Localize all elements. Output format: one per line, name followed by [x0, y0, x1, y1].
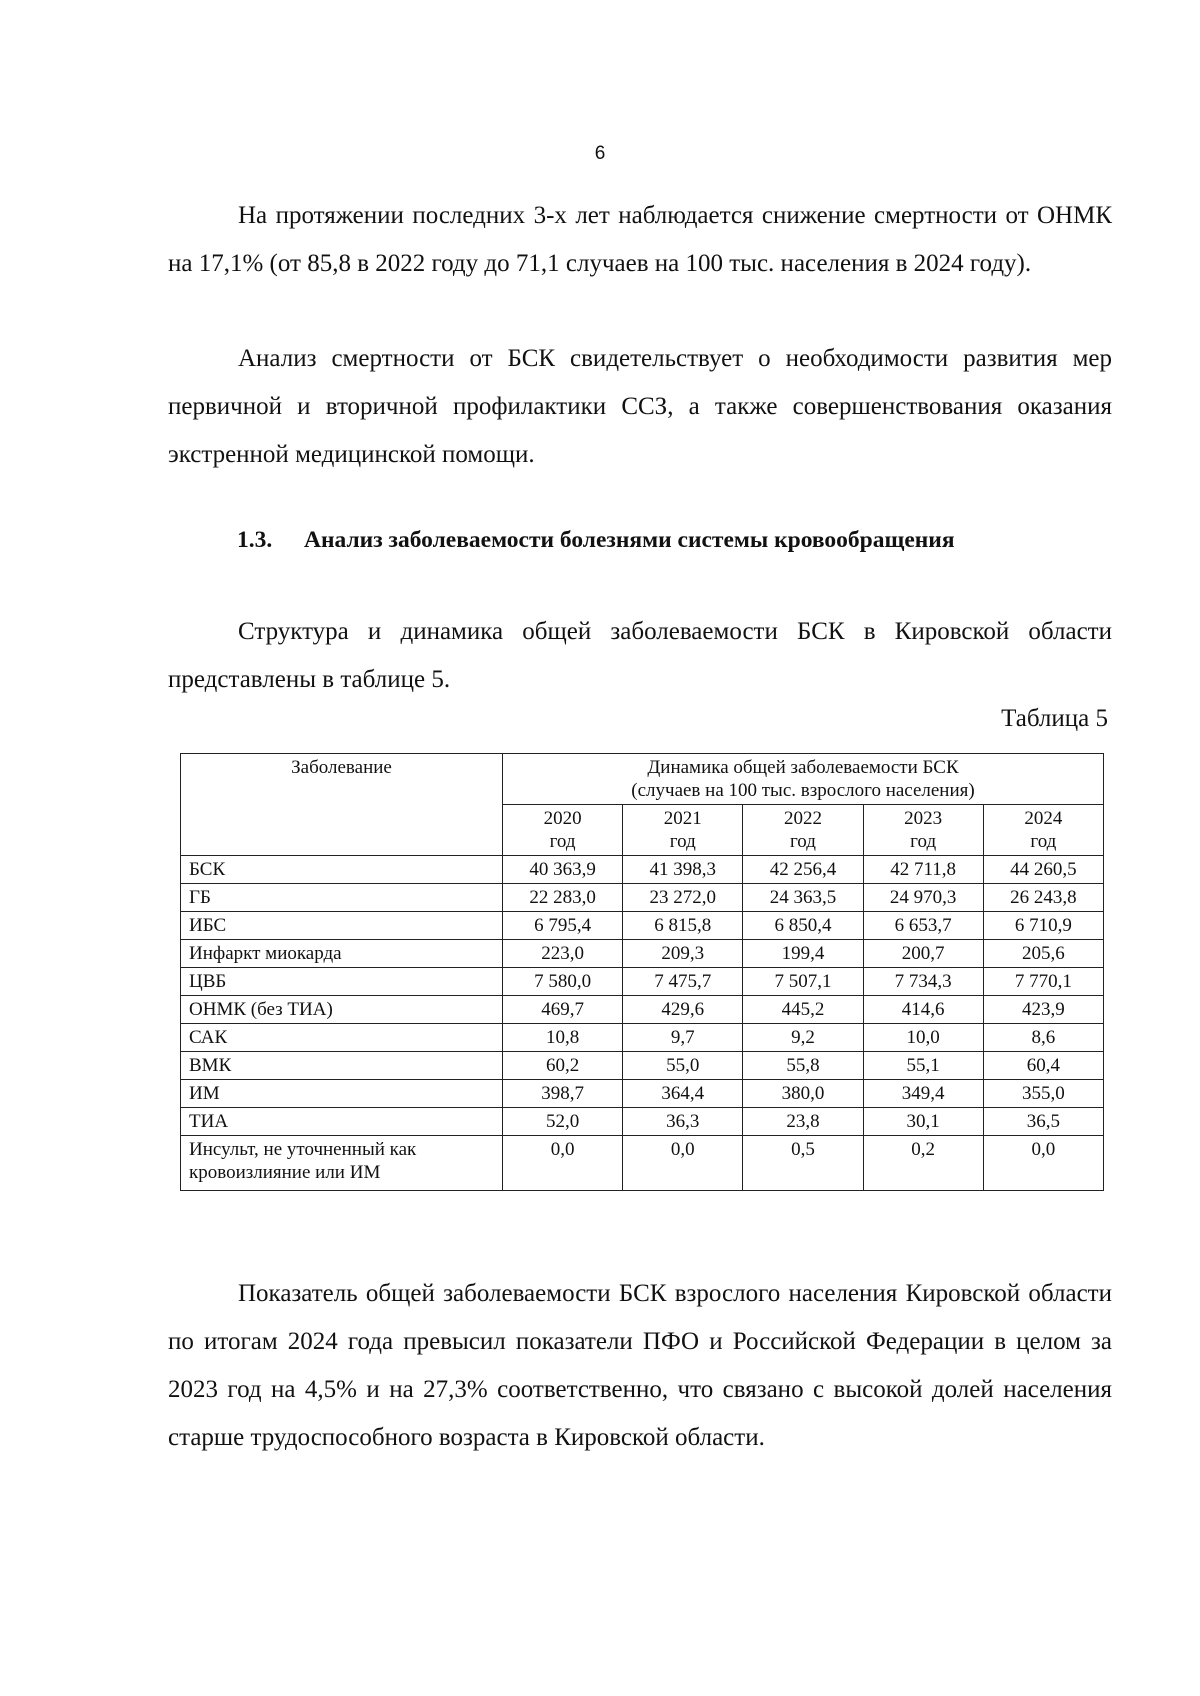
value-cell: 205,6 — [983, 940, 1103, 968]
year-unit: год — [1030, 831, 1057, 852]
table-caption: Таблица 5 — [1001, 705, 1108, 732]
value-cell: 6 795,4 — [503, 912, 623, 940]
year-value: 2022 — [783, 808, 822, 829]
value-cell: 55,1 — [863, 1052, 983, 1080]
value-cell: 414,6 — [863, 996, 983, 1024]
value-cell: 24 363,5 — [743, 884, 863, 912]
disease-name-cell: ВМК — [181, 1052, 503, 1080]
value-cell: 0,0 — [983, 1136, 1103, 1191]
paragraph-text: Анализ смертности от БСК свидетельствует о необходимости развития мер первичной и вторичной профилактики ССЗ, а также совершенствования оказания экстренной медицинской помощи. — [168, 345, 1112, 468]
disease-name-cell: БСК — [181, 856, 503, 884]
value-cell: 30,1 — [863, 1108, 983, 1136]
value-cell: 36,5 — [983, 1108, 1103, 1136]
table-body — [181, 856, 1104, 1191]
value-cell: 23,8 — [743, 1108, 863, 1136]
table-header-row — [181, 754, 1104, 805]
page-number: 6 — [594, 143, 606, 164]
paragraph-text: На протяжении последних 3-х лет наблюдается снижение смертности от ОНМК на 17,1% (от 85,8 в 2022 году до 71,1 случаев на 100 тыс. населения в 2024 году). — [168, 202, 1112, 277]
disease-name-cell: ГБ — [181, 884, 503, 912]
paragraph-text: Структура и динамика общей заболеваемости БСК в Кировской области представлены в таблице 5. — [168, 618, 1112, 693]
year-value: 2023 — [904, 808, 943, 829]
year-unit: год — [910, 831, 937, 852]
year-value: 2024 — [1024, 808, 1063, 829]
value-cell: 223,0 — [503, 940, 623, 968]
header-dynamics-line1: Динамика общей заболеваемости БСК — [647, 757, 959, 778]
value-cell: 22 283,0 — [503, 884, 623, 912]
value-cell: 398,7 — [503, 1080, 623, 1108]
value-cell: 349,4 — [863, 1080, 983, 1108]
value-cell: 24 970,3 — [863, 884, 983, 912]
paragraph-text: Показатель общей заболеваемости БСК взрослого населения Кировской области по итогам 2024 года превысил показатели ПФО и Российской Федерации в целом за 2023 год на 4,5% и на 27,3% соответственно, что связано с высокой долей населения старше трудоспособного возраста в Кировской области. — [168, 1280, 1112, 1451]
value-cell: 7 475,7 — [623, 968, 743, 996]
value-cell: 60,2 — [503, 1052, 623, 1080]
year-value: 2021 — [663, 808, 702, 829]
value-cell: 0,0 — [503, 1136, 623, 1191]
value-cell: 23 272,0 — [623, 884, 743, 912]
year-unit: год — [669, 831, 696, 852]
table-row — [181, 940, 1104, 968]
table-row — [181, 996, 1104, 1024]
header-dynamics — [503, 754, 1104, 805]
section-number: 1.3. — [237, 527, 273, 553]
year-unit: год — [549, 831, 576, 852]
table-row — [181, 1136, 1104, 1191]
value-cell: 6 815,8 — [623, 912, 743, 940]
value-cell: 445,2 — [743, 996, 863, 1024]
value-cell: 7 507,1 — [743, 968, 863, 996]
header-dynamics-line2: (случаев на 100 тыс. взрослого населения) — [631, 780, 975, 801]
table-row — [181, 884, 1104, 912]
disease-name-cell: ТИА — [181, 1108, 503, 1136]
disease-name-cell: ЦВБ — [181, 968, 503, 996]
value-cell: 42 256,4 — [743, 856, 863, 884]
value-cell: 8,6 — [983, 1024, 1103, 1052]
value-cell: 6 653,7 — [863, 912, 983, 940]
value-cell: 41 398,3 — [623, 856, 743, 884]
table-row — [181, 968, 1104, 996]
value-cell: 6 710,9 — [983, 912, 1103, 940]
value-cell: 10,0 — [863, 1024, 983, 1052]
value-cell: 355,0 — [983, 1080, 1103, 1108]
disease-name-cell: ИБС — [181, 912, 503, 940]
value-cell: 209,3 — [623, 940, 743, 968]
paragraph-conclusion — [168, 1270, 1112, 1462]
value-cell: 7 770,1 — [983, 968, 1103, 996]
value-cell: 469,7 — [503, 996, 623, 1024]
disease-name-cell: ОНМК (без ТИА) — [181, 996, 503, 1024]
value-cell: 36,3 — [623, 1108, 743, 1136]
value-cell: 429,6 — [623, 996, 743, 1024]
value-cell: 0,2 — [863, 1136, 983, 1191]
value-cell: 9,7 — [623, 1024, 743, 1052]
table-row — [181, 1024, 1104, 1052]
table-row — [181, 1108, 1104, 1136]
disease-name-cell: Инсульт, не уточненный как кровоизлияние или ИМ — [181, 1136, 503, 1191]
header-year — [503, 805, 623, 856]
value-cell: 380,0 — [743, 1080, 863, 1108]
value-cell: 0,5 — [743, 1136, 863, 1191]
paragraph-table-intro — [168, 608, 1112, 704]
value-cell: 26 243,8 — [983, 884, 1103, 912]
table-row — [181, 1080, 1104, 1108]
header-year — [623, 805, 743, 856]
morbidity-table — [180, 753, 1104, 1191]
value-cell: 44 260,5 — [983, 856, 1103, 884]
year-unit: год — [789, 831, 816, 852]
value-cell: 60,4 — [983, 1052, 1103, 1080]
value-cell: 423,9 — [983, 996, 1103, 1024]
value-cell: 7 580,0 — [503, 968, 623, 996]
value-cell: 9,2 — [743, 1024, 863, 1052]
table-row — [181, 912, 1104, 940]
value-cell: 7 734,3 — [863, 968, 983, 996]
header-year — [743, 805, 863, 856]
table-row — [181, 1052, 1104, 1080]
header-disease: Заболевание — [181, 754, 503, 856]
value-cell: 55,0 — [623, 1052, 743, 1080]
value-cell: 55,8 — [743, 1052, 863, 1080]
header-year — [983, 805, 1103, 856]
value-cell: 199,4 — [743, 940, 863, 968]
value-cell: 0,0 — [623, 1136, 743, 1191]
value-cell: 52,0 — [503, 1108, 623, 1136]
disease-name-cell: Инфаркт миокарда — [181, 940, 503, 968]
table-row — [181, 856, 1104, 884]
paragraph-mortality-trend — [168, 192, 1112, 288]
disease-name-cell: САК — [181, 1024, 503, 1052]
section-title: Анализ заболеваемости болезнями системы кровообращения — [304, 527, 955, 553]
paragraph-prevention-analysis — [168, 335, 1112, 479]
value-cell: 364,4 — [623, 1080, 743, 1108]
value-cell: 200,7 — [863, 940, 983, 968]
disease-name-cell: ИМ — [181, 1080, 503, 1108]
value-cell: 40 363,9 — [503, 856, 623, 884]
year-value: 2020 — [543, 808, 582, 829]
value-cell: 6 850,4 — [743, 912, 863, 940]
value-cell: 10,8 — [503, 1024, 623, 1052]
section-heading — [237, 527, 955, 554]
header-year — [863, 805, 983, 856]
value-cell: 42 711,8 — [863, 856, 983, 884]
